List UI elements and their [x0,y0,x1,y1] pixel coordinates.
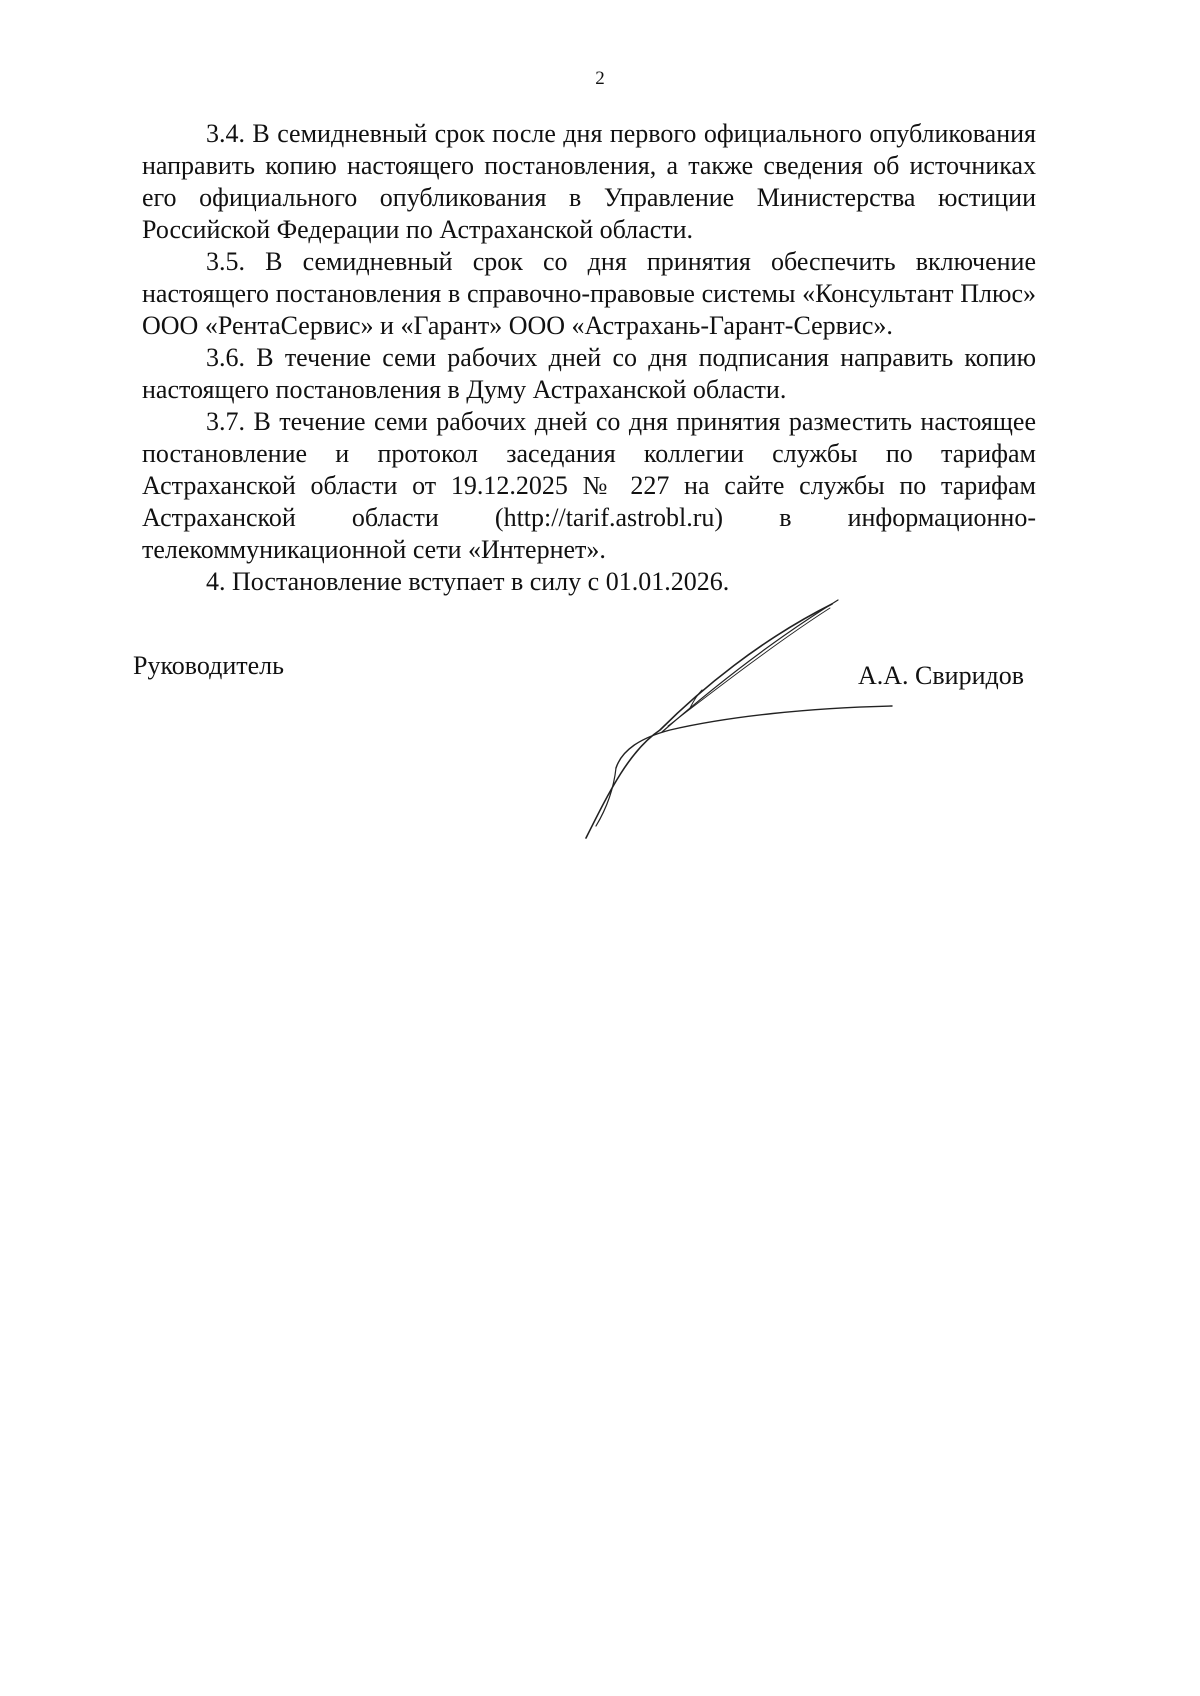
paragraph-4: 4. Постановление вступает в силу с 01.01.2026. [206,567,730,596]
page-number: 2 [595,68,605,89]
paragraph-3-5: 3.5. В семидневный срок со дня принятия обеспечить включение настоящего постановления в справочно-правовые системы «Консультант Плюс» ООО «РентаСервис» и «Гарант» ООО «Астрахань-Гарант-Сервис». [142,247,1036,340]
handwritten-signature [570,590,900,850]
signatory-name: А.А. Свиридов [858,661,1025,690]
document-body [142,118,1036,598]
paragraph-3-7: 3.7. В течение семи рабочих дней со дня принятия разместить настоящее постановление и протокол заседания коллегии службы по тарифам Астраханской области от 19.12.2025 № 227 на сайте службы по тарифам Астраханской области (http://tarif.astrobl.ru) в информационно-телекоммуникационной сети «Интернет». [142,407,1036,564]
signatory-title: Руководитель [133,651,284,680]
paragraph-3-6: 3.6. В течение семи рабочих дней со дня подписания направить копию настоящего постановления в Думу Астраханской области. [142,343,1036,404]
paragraph-3-4: 3.4. В семидневный срок после дня первого официального опубликования направить копию настоящего постановления, а также сведения об источниках его официального опубликования в Управление Министерства юстиции Российской Федерации по Астраханской области. [142,119,1036,244]
